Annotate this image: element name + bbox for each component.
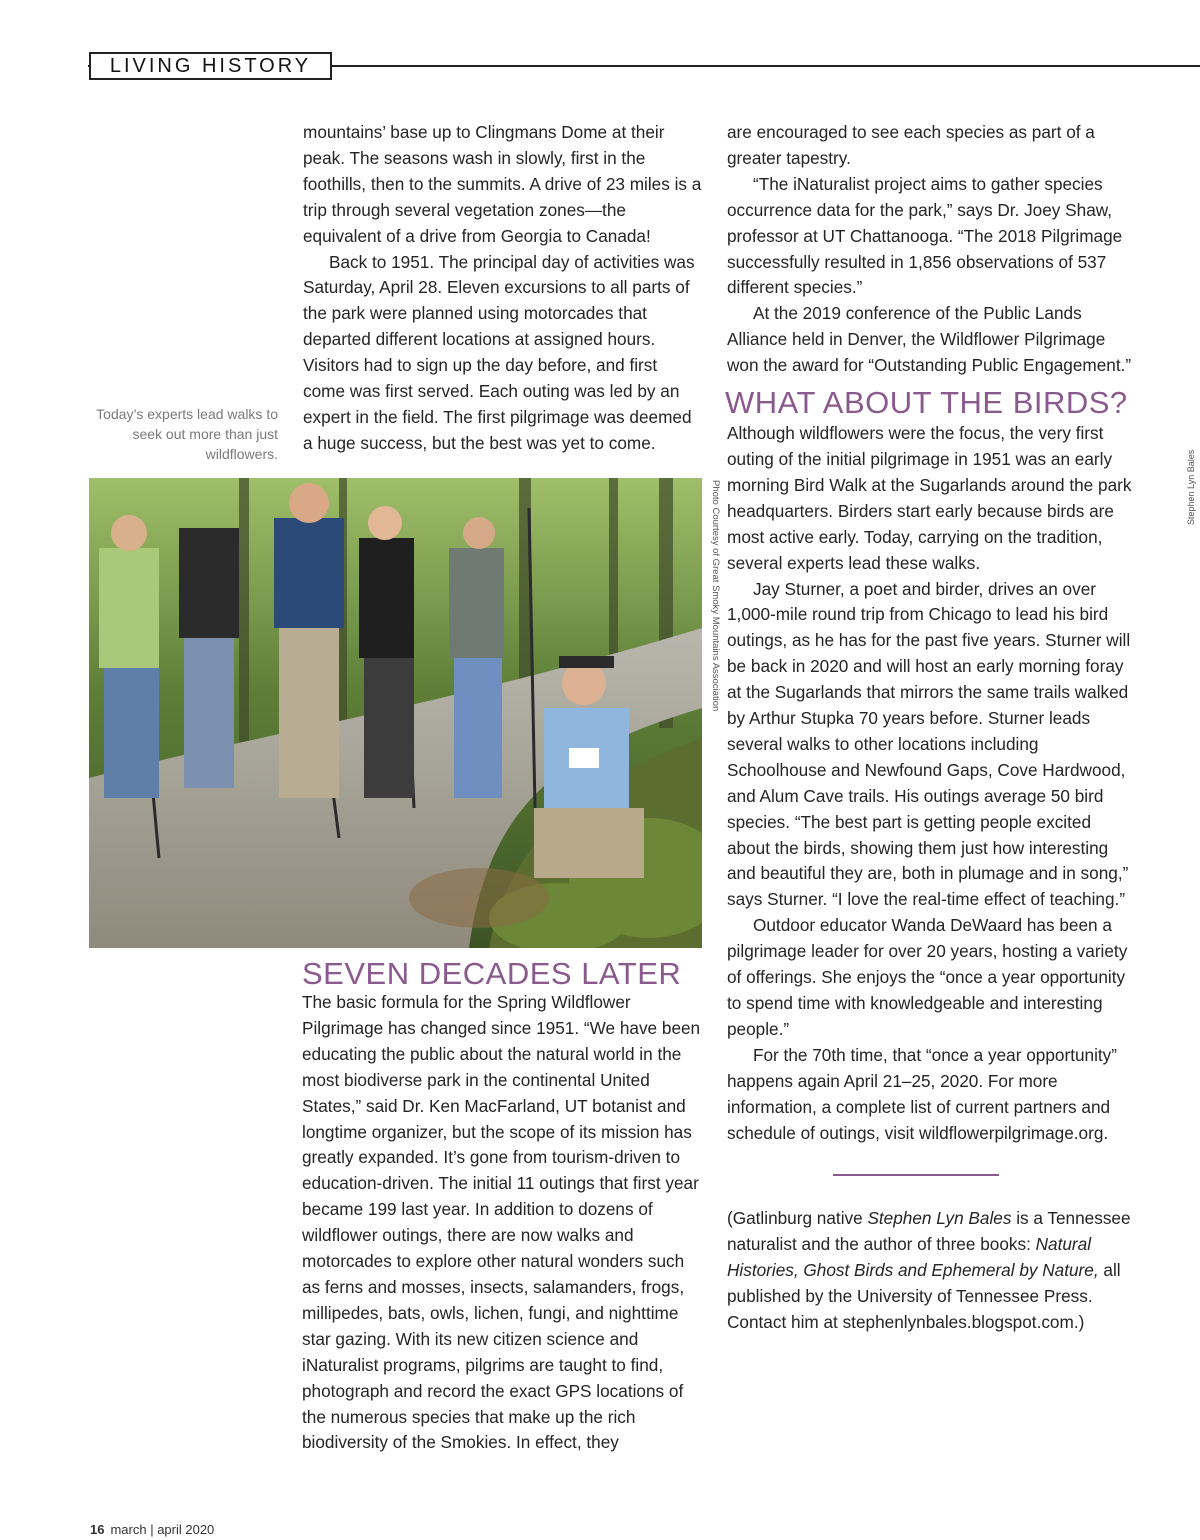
column-right [727,120,1137,1336]
body-paragraph: Although wildflowers were the focus, the very first outing of the initial pilgrimage in 1951 was an early morning Bird Walk at the Sugarlands around the park headquarters. Birders start early because birds are most active early. Today, carrying on the tradition, several experts lead these walks. [727,423,1132,573]
bio-suffix: all published by the University of Tennessee Press. Contact him at stephenlynbales.blogspot.com.) [727,1260,1121,1333]
body-paragraph: Back to 1951. The principal day of activities was Saturday, April 28. Eleven excursions to all parts of the park were planned using motorcades that departed different locations at assigned hours. Visitors had to sign up the day before, and first come was first served. Each outing was led by an expert in the field. The first pilgrimage was deemed a huge success, but the best was yet to come. [303,251,695,453]
bio-books: Natural Histories, Ghost Birds and Ephemeral by Nature, [727,1234,1099,1281]
body-paragraph: The basic formula for the Spring Wildflower Pilgrimage has changed since 1951. “We have been educating the public about the natural world in the most biodiverse park in the continental United States,” said Dr. Ken MacFarland, UT botanist and longtime organizer, but the scope of its mission has greatly expanded. It’s gone from tourism-driven to education-driven. The initial 11 outings that first year became 199 last year. In addition to dozens of wildflower outings, there are now walks and motorcades to explore other natural wonders such as ferns and mosses, insects, salamanders, frogs, millipedes, bats, owls, lichen, fungi, and nighttime star gazing. With its new citizen science and iNaturalist programs, pilgrims are taught to find, photograph and record the exact GPS locations of the numerous species that make up the rich biodiversity of the Smokies. In effect, they [302,992,701,1453]
body-paragraph: Jay Sturner, a poet and birder, drives an over 1,000-mile round trip from Chicago to lead his bird outings, as he has for the past five years. Sturner will be back in 2020 and will host an early morning foray at the Sugarlands that mirrors the same trails walked by Arthur Stupka 70 years before. Sturner leads several walks to other locations including Schoolhouse and Newfound Gaps, Cove Hardwood, and Alum Cave trails. His outings average 50 bird species. “The best part is getting people excited about the birds, showing them just how interesting and beautiful they are, both in plumage and in song,” says Sturner. “I love the real-time effect of teaching.” [727,578,1131,910]
article-photo [89,478,702,948]
bio-prefix: (Gatlinburg native [727,1208,868,1229]
bio-author: Stephen Lyn Bales [867,1208,1012,1229]
bio-middle: is a Tennessee naturalist and the author of three books: [727,1208,1131,1255]
body-paragraph: Outdoor educator Wanda DeWaard has been a pilgrimage leader for over 20 years, hosting a variety of offerings. She enjoys the “once a year opportunity to spend time with knowledgeable and interesting people.” [727,915,1128,1039]
issue-date: march | april 2020 [110,1522,215,1537]
body-paragraph: For the 70th time, that “once a year opportunity” happens again April 21–25, 2020. For more information, a complete list of current partners and schedule of outings, visit wildflowerpilgrimage.org. [727,1044,1117,1143]
body-paragraph: mountains’ base up to Clingmans Dome at their peak. The seasons wash in slowly, first in the foothills, then to the summits. A drive of 23 miles is a trip through several vegetation zones—the equivalent of a drive from Georgia to Canada! [303,122,702,246]
section-divider [833,1174,999,1176]
subhead-birds: WHAT ABOUT THE BIRDS? [725,385,1128,421]
page-number: 16 [90,1522,105,1537]
subhead-seven-decades: SEVEN DECADES LATER [302,956,682,991]
body-paragraph: “The iNaturalist project aims to gather species occurrence data for the park,” says Dr. Joey Shaw, professor at UT Chattanooga. “The 2018 Pilgrimage successfully resulted in 1,856 observations of 537 different species.” [727,173,1123,298]
column-middle-bottom [302,990,704,1456]
section-tag: LIVING HISTORY [89,52,332,80]
byline-credit: Stephen Lyn Bales [1186,449,1196,525]
hikers-photo-illustration [89,478,702,948]
photo-caption: Today’s experts lead walks to seek out more than just wildflowers. [96,406,278,462]
author-bio [727,1206,1137,1336]
body-paragraph: At the 2019 conference of the Public Lands Alliance held in Denver, the Wildflower Pilgrimage won the award for “Outstanding Public Engagement.” [727,303,1132,376]
page-footer [90,1522,214,1537]
column-middle-top [303,120,703,457]
body-paragraph: are encouraged to see each species as part of a greater tapestry. [727,122,1095,168]
photo-credit: Photo Courtesy of Great Smoky Mountains Association [710,480,721,712]
